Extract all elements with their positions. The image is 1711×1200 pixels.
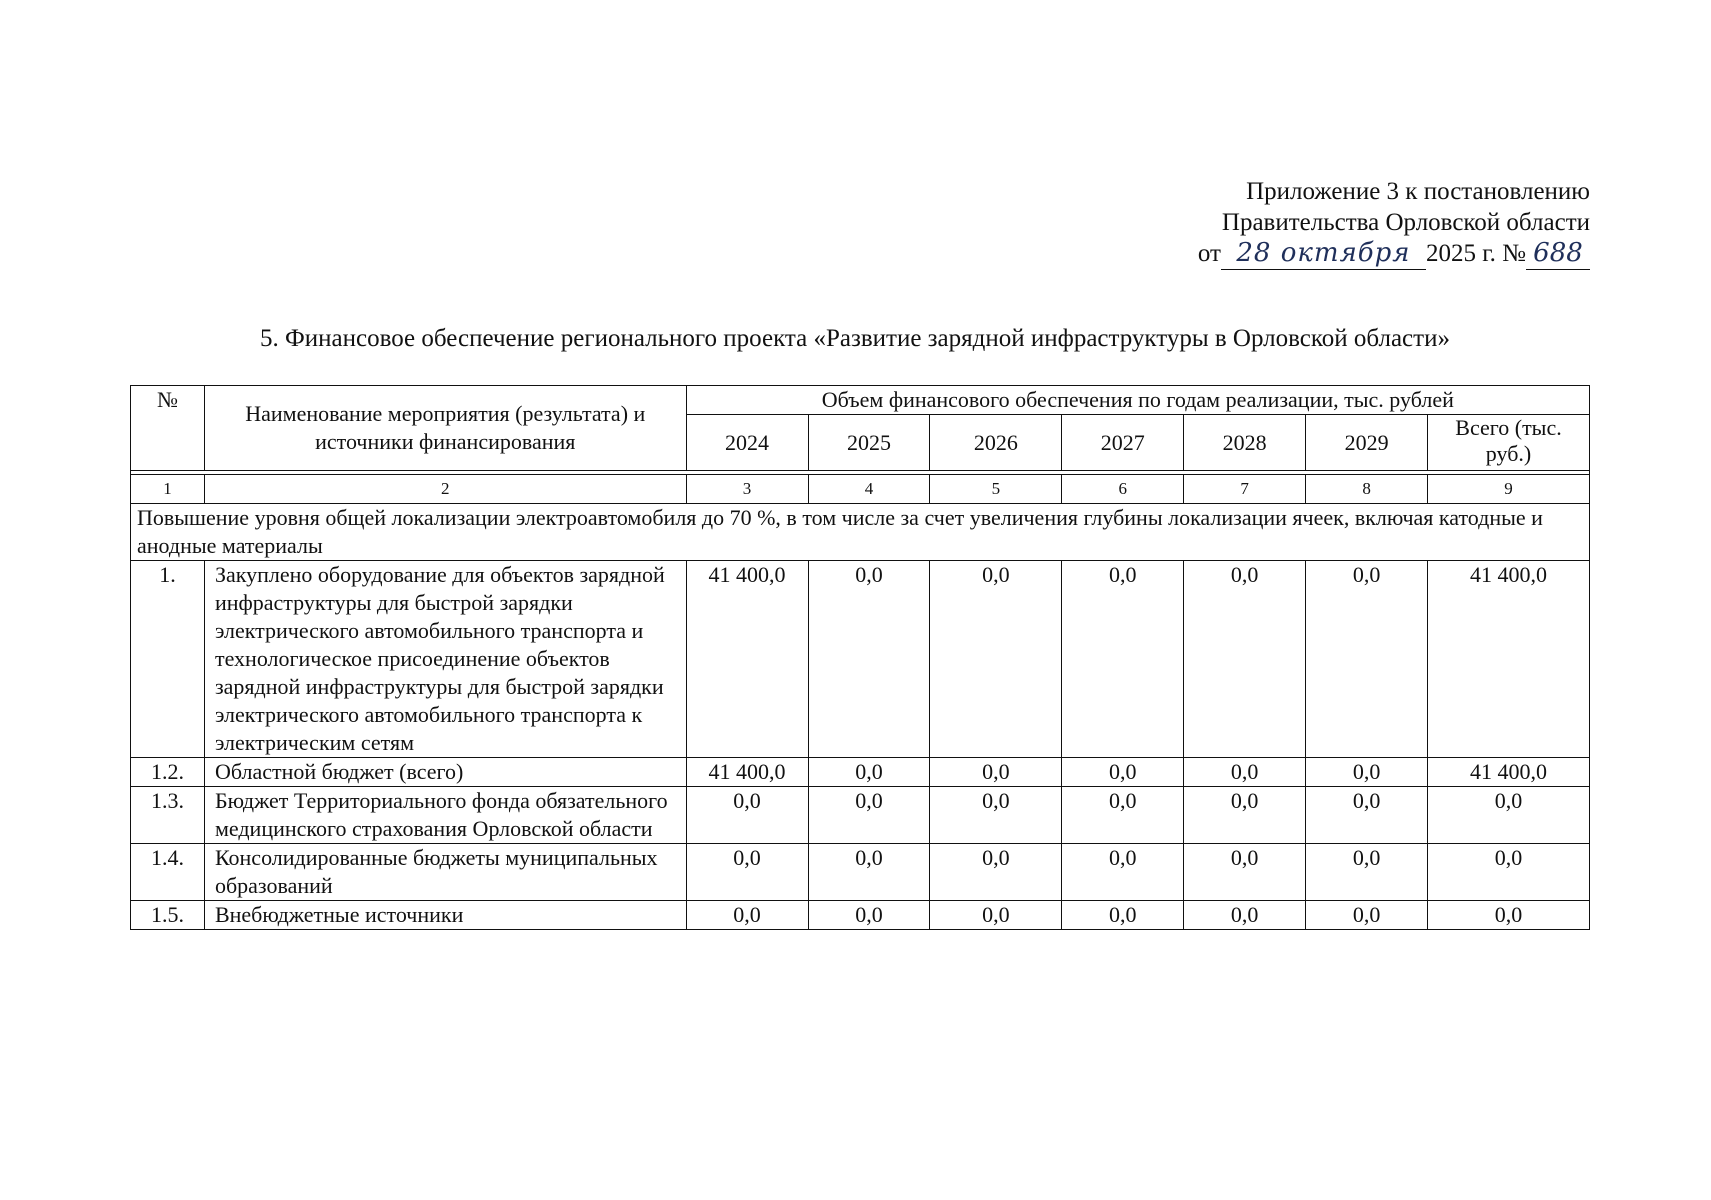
index-cell: 4	[808, 475, 930, 504]
value-cell: 0,0	[1184, 901, 1306, 930]
table-row	[131, 561, 1590, 758]
value-cell: 0,0	[930, 758, 1062, 787]
year-header: 2026	[930, 415, 1062, 471]
index-row	[131, 475, 1590, 504]
row-number: 1.2.	[131, 758, 205, 787]
index-cell: 9	[1428, 475, 1590, 504]
value-cell: 0,0	[808, 758, 930, 787]
row-name: Консолидированные бюджеты муниципальных образований	[204, 844, 686, 901]
total-cell: 0,0	[1428, 901, 1590, 930]
row-name: Внебюджетные источники	[204, 901, 686, 930]
value-cell: 0,0	[1062, 844, 1184, 901]
appendix-from-label: от	[1197, 240, 1221, 267]
value-cell: 0,0	[1184, 844, 1306, 901]
header-row-1	[131, 386, 1590, 415]
total-cell: 0,0	[1428, 844, 1590, 901]
value-cell: 0,0	[930, 901, 1062, 930]
year-header: 2029	[1306, 415, 1428, 471]
value-cell: 0,0	[1184, 758, 1306, 787]
document-title: 5. Финансовое обеспечение регионального проекта «Развитие зарядной инфраструктуры в Орловской области»	[260, 325, 1450, 352]
value-cell: 0,0	[930, 561, 1062, 758]
year-header: 2024	[686, 415, 808, 471]
value-cell: 0,0	[808, 844, 930, 901]
col-no-header: №	[131, 386, 205, 471]
value-cell: 41 400,0	[686, 758, 808, 787]
appendix-line-2: Правительства Орловской области	[1221, 209, 1590, 236]
value-cell: 0,0	[686, 901, 808, 930]
handwritten-number: 688	[1526, 238, 1590, 270]
value-cell: 0,0	[1062, 787, 1184, 844]
appendix-line-1: Приложение 3 к постановлению	[1246, 178, 1590, 205]
value-cell: 0,0	[686, 844, 808, 901]
col-volume-header: Объем финансового обеспечения по годам реализации, тыс. рублей	[686, 386, 1589, 415]
table-row	[131, 758, 1590, 787]
table-row	[131, 901, 1590, 930]
value-cell: 0,0	[930, 787, 1062, 844]
financing-table	[130, 385, 1590, 930]
row-name: Областной бюджет (всего)	[204, 758, 686, 787]
value-cell: 0,0	[1184, 787, 1306, 844]
appendix-header	[1100, 176, 1590, 270]
index-cell: 8	[1306, 475, 1428, 504]
year-header: 2025	[808, 415, 930, 471]
appendix-year-label: 2025 г. №	[1425, 240, 1526, 267]
value-cell: 0,0	[1062, 561, 1184, 758]
value-cell: 0,0	[1306, 901, 1428, 930]
row-name: Закуплено оборудование для объектов зарядной инфраструктуры для быстрой зарядки электрического автомобильного транспорта и технологическое присоединение объектов зарядной инфраструктуры для быстрой зарядки электрического автомобильного транспорта к электрическим сетям	[204, 561, 686, 758]
row-name: Бюджет Территориального фонда обязательного медицинского страхования Орловской области	[204, 787, 686, 844]
row-number: 1.5.	[131, 901, 205, 930]
value-cell: 0,0	[1306, 844, 1428, 901]
total-cell: 0,0	[1428, 787, 1590, 844]
total-cell: 41 400,0	[1428, 561, 1590, 758]
year-header: 2027	[1062, 415, 1184, 471]
value-cell: 0,0	[1062, 901, 1184, 930]
value-cell: 0,0	[808, 787, 930, 844]
value-cell: 0,0	[1184, 561, 1306, 758]
row-number: 1.4.	[131, 844, 205, 901]
section-row	[131, 504, 1590, 561]
value-cell: 0,0	[1306, 758, 1428, 787]
section-title: Повышение уровня общей локализации электроавтомобиля до 70 %, в том числе за счет увеличения глубины локализации ячеек, включая катодные и анодные материалы	[131, 504, 1590, 561]
value-cell: 41 400,0	[686, 561, 808, 758]
total-header: Всего (тыс. руб.)	[1428, 415, 1590, 471]
row-number: 1.3.	[131, 787, 205, 844]
col-name-header: Наименование мероприятия (результата) и источники финансирования	[204, 386, 686, 471]
row-number: 1.	[131, 561, 205, 758]
table-row	[131, 844, 1590, 901]
value-cell: 0,0	[808, 561, 930, 758]
index-cell: 2	[204, 475, 686, 504]
index-cell: 6	[1062, 475, 1184, 504]
year-header: 2028	[1184, 415, 1306, 471]
total-cell: 41 400,0	[1428, 758, 1590, 787]
value-cell: 0,0	[930, 844, 1062, 901]
table-row	[131, 787, 1590, 844]
value-cell: 0,0	[1306, 561, 1428, 758]
appendix-line-3	[1100, 238, 1590, 270]
index-cell: 5	[930, 475, 1062, 504]
handwritten-date: 28 октября	[1221, 238, 1426, 270]
index-cell: 7	[1184, 475, 1306, 504]
value-cell: 0,0	[686, 787, 808, 844]
index-cell: 3	[686, 475, 808, 504]
value-cell: 0,0	[808, 901, 930, 930]
index-cell: 1	[131, 475, 205, 504]
value-cell: 0,0	[1306, 787, 1428, 844]
value-cell: 0,0	[1062, 758, 1184, 787]
